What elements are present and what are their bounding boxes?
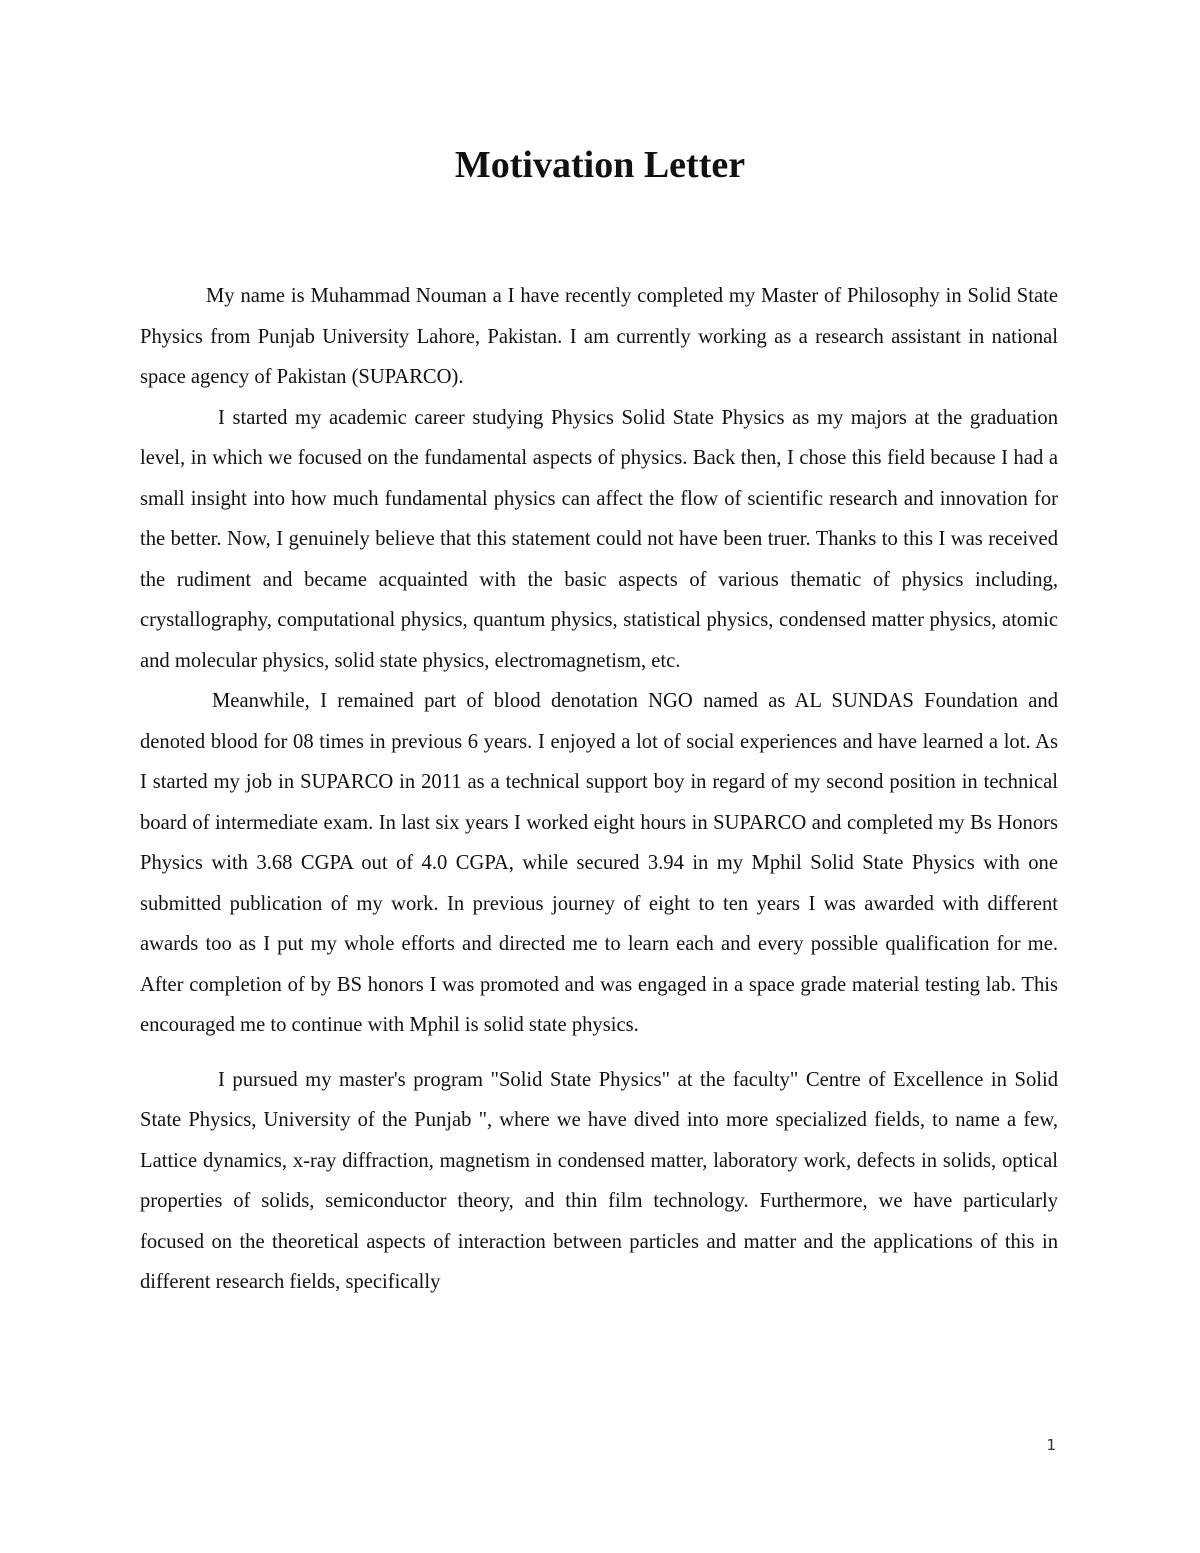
paragraph-academic-career: I started my academic career studying Physics Solid State Physics as my majors at the graduation level, in which we focused on the fundamental aspects of physics. Back then, I chose this field because I had a small insight into how much fundamental physics can affect the flow of scientific research and innovation for the better. Now, I genuinely believe that this statement could not have been truer. Thanks to this I was received the rudiment and became acquainted with the basic aspects of various thematic of physics including, crystallography, computational physics, quantum physics, statistical physics, condensed matter physics, atomic and molecular physics, solid state physics, electromagnetism, etc. <box>140 406 1058 672</box>
paragraph-masters-program: I pursued my master's program "Solid State Physics" at the faculty" Centre of Excellence in Solid State Physics, University of the Punjab ", where we have dived into more specialized fields, to name a few, Lattice dynamics, x-ray diffraction, magnetism in condensed matter, laboratory work, defects in solids, optical properties of solids, semiconductor theory, and thin film technology. Furthermore, we have particularly focused on the theoretical aspects of interaction between particles and matter and the applications of this in different research fields, specifically <box>140 1068 1058 1293</box>
paragraph-work-experience: Meanwhile, I remained part of blood denotation NGO named as AL SUNDAS Foundation and denoted blood for 08 times in previous 6 years. I enjoyed a lot of social experiences and have learned a lot. As I started my job in SUPARCO in 2011 as a technical support boy in regard of my second position in technical board of intermediate exam. In last six years I worked eight hours in SUPARCO and completed my Bs Honors Physics with 3.68 CGPA out of 4.0 CGPA, while secured 3.94 in my Mphil Solid State Physics with one submitted publication of my work. In previous journey of eight to ten years I was awarded with different awards too as I put my whole efforts and directed me to learn each and every possible qualification for me. After completion of by BS honors I was promoted and was engaged in a space grade material testing lab. This encouraged me to continue with Mphil is solid state physics. <box>140 690 1058 1036</box>
letter-body <box>140 276 1058 1303</box>
page-number: 1 <box>1046 1436 1056 1454</box>
letter-title: Motivation Letter <box>454 144 746 186</box>
paragraph-introduction: My name is Muhammad Nouman a I have recently completed my Master of Philosophy in Solid State Physics from Punjab University Lahore, Pakistan. I am currently working as a research assistant in national space agency of Pakistan (SUPARCO). <box>140 285 1058 388</box>
